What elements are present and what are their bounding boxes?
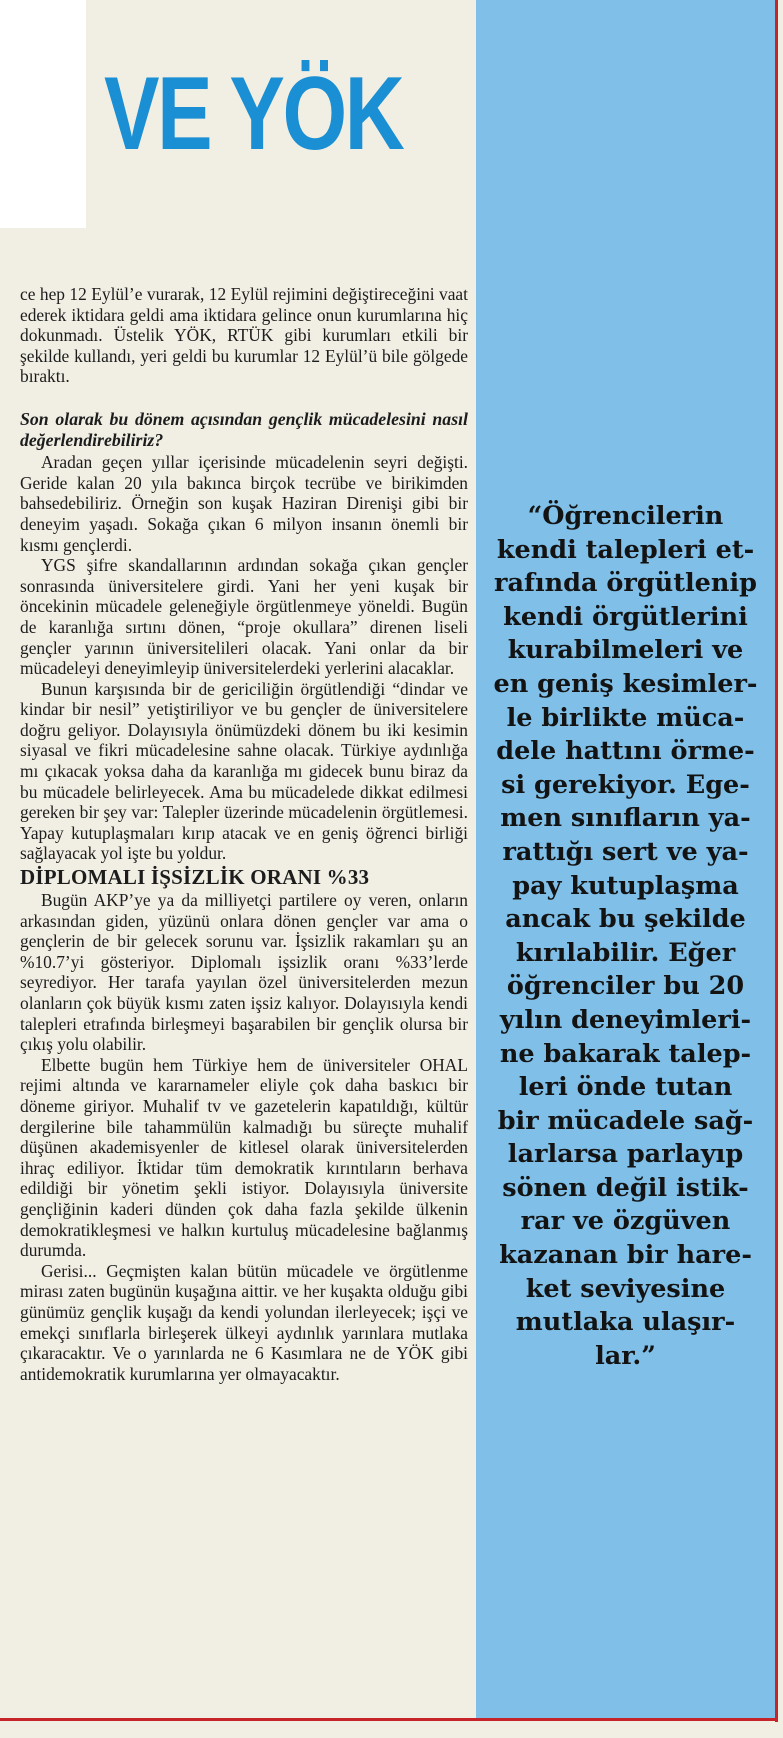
quote-line: rattığı sert ve ya-: [502, 836, 749, 867]
quote-line: yılın deneyimleri-: [499, 1004, 752, 1035]
pull-quote: [476, 500, 775, 1373]
paragraph-7: Gerisi... Geçmişten kalan bütün mücadele ve örgütlenme mirası zaten bugünün kuşağına aittir. ve her kuşakta olduğu gibi günümüz gençlik kuşağı da kendi yolundan ilerleyecek; işçi ve emekçi sınıflarla birleşerek ülkeyi aydınlık yarınlara mutlaka çıkaracaktır. Ve o yarınlarda ne 6 Kasımlara ne de YÖK gibi antidemokratik kurumlarına yer olmayacaktır.: [20, 1260, 468, 1384]
quote-line: pay kutuplaşma: [512, 870, 739, 901]
headline: VE YÖK: [104, 56, 403, 172]
paragraph-6: Elbette bugün hem Türkiye hem de üniversiteler OHAL rejimi altında ve kararnameler eliyle çok daha baskıcı bir döneme giriyor. Muhalif tv ve gazetelerin kapatıldığı, kültür dergilerine bile tahammülün kalmadığı bu süreçte muhalif düşünen akademisyenler de kitlesel olarak üniversitelerden ihraç ediliyor. İktidar tüm demokratik kırıntıların berhava edildiği bir yönetim şekli istiyor. Dolayısıyla üniversite gençliğinin kaderi dünden çok daha fazla şekilde ülkenin demokratikleşmesi ve halkın kurtuluş mücadelesine bağlanmış durumda.: [20, 1054, 468, 1261]
quote-line: dele hattını örme-: [496, 736, 755, 767]
quote-line: rafında örgütlenip: [494, 568, 757, 599]
quote-line: bir mücadele sağ-: [497, 1105, 754, 1136]
quote-line: kendi talepleri et-: [496, 534, 755, 565]
quote-line: mutlaka ulaşır-: [515, 1307, 736, 1338]
quote-line: kazanan bir hare-: [499, 1240, 752, 1271]
quote-line: larlarsa parlayıp: [507, 1139, 744, 1170]
blank-margin-block: [0, 0, 86, 228]
subheading: DİPLOMALI İŞSİZLİK ORANI %33: [20, 865, 370, 890]
quote-line: ancak bu şekilde: [505, 904, 746, 935]
paragraph-1: ce hep 12 Eylül’e vurarak, 12 Eylül rejimini değiştireceğini vaat ederek iktidara geldi ama iktidara gelince onun kurumlarına hiç dokunmadı. Üstelik YÖK, RTÜK gibi kurumları etkili bir şekilde kullandı, yeri geldi bu kurumlar 12 Eylül’ü bile gölgede bıraktı.: [20, 284, 468, 387]
quote-line: “Öğrencilerin: [527, 501, 724, 531]
quote-line: le birlikte müca-: [506, 702, 745, 733]
quote-line: kurabilmeleri ve: [507, 635, 744, 666]
quote-line: ne bakarak talep-: [499, 1038, 752, 1069]
paragraph-5: Bugün AKP’ye ya da milliyetçi partilere oy veren, onların arkasından giden, yüzünü onlara dönen gençler var ama o gençlerin de bir gelecek sorunu var. İşsizlik rakamları şu an %10.7’yi gösteriyor. Diplomalı işsizlik oranı %33’lerde seyrediyor. Her tarafa yayılan özel üniversitelerden mezun olanların çok büyük kısmı zaten işsiz kalıyor. Dolayısıyla kendi talepleri etrafında birleşmeyi başarabilen bir gençlik olursa bir çıkış yolu olabilir.: [20, 890, 468, 1055]
interview-question: Son olarak bu dönem açısından gençlik mücadelesini nasıl değerlendirebiliriz?: [20, 408, 468, 450]
quote-line: lar.”: [595, 1340, 656, 1371]
quote-line: leri önde tutan: [518, 1072, 733, 1103]
red-border-right: [775, 0, 778, 1722]
paragraph-3: YGS şifre skandallarının ardından sokağa çıkan gençler sonrasında üniversitelere girdi. Yani her yeni kuşak bir öncekinin mücadele geleneğiyle örgütlenmeye yöneldi. Bugün de karanlığa sırtını dönen, “proje okullara” direnen liseli gençler yarının üniversitelileri olacak. Yani onlar da bir mücadeleyi deneyimleyip üniversitelerdeki yerlerini alacaklar.: [20, 555, 468, 679]
quote-line: rar ve özgüven: [520, 1206, 731, 1237]
quote-line: öğrenciler bu 20: [506, 971, 745, 1002]
quote-line: si gerekiyor. Ege-: [501, 769, 750, 800]
quote-line: sönen değil istik-: [502, 1172, 749, 1203]
quote-line: kırılabilir. Eğer: [515, 937, 736, 968]
article-body: [20, 284, 468, 1384]
quote-line: kendi örgütlerini: [503, 601, 748, 632]
paragraph-2: Aradan geçen yıllar içerisinde mücadelenin seyri değişti. Geride kalan 20 yıla bakınca birçok tecrübe ve birikimden bahsedebiliriz. Örneğin son kuşak Haziran Direnişi gibi bir deneyim yaşadı. Sokağa çıkan 6 milyon insanın önemli bir kısmı gençlerdi.: [20, 452, 468, 555]
quote-line: en geniş kesimler-: [493, 668, 758, 699]
quote-line: ket seviyesine: [525, 1273, 726, 1304]
quote-line: men sınıfların ya-: [500, 803, 751, 834]
red-border-bottom: [0, 1718, 778, 1721]
paragraph-4: Bunun karşısında bir de gericiliğin örgütlendiği “dindar ve kindar bir nesil” yetiştiriliyor ve bu gençler de üniversitelere doğru geliyor. Dolayısıyla önümüzdeki dönem bu iki kesimin siyasal ve fikri mücadelesine sahne olacak. Türkiye aydınlığa mı çıkacak yoksa daha da karanlığa mı gidecek bunu biraz da bu mücadele belirleyecek. Ama bu mücadelede dikkat edilmesi gereken bir şey var: Talepler üzerinde mücadelenin örgütlemesi. Yapay kutuplaşmaları kırıp atacak ve en geniş öğrenci birliği sağlayacak yol işte bu yoldur.: [20, 678, 468, 864]
